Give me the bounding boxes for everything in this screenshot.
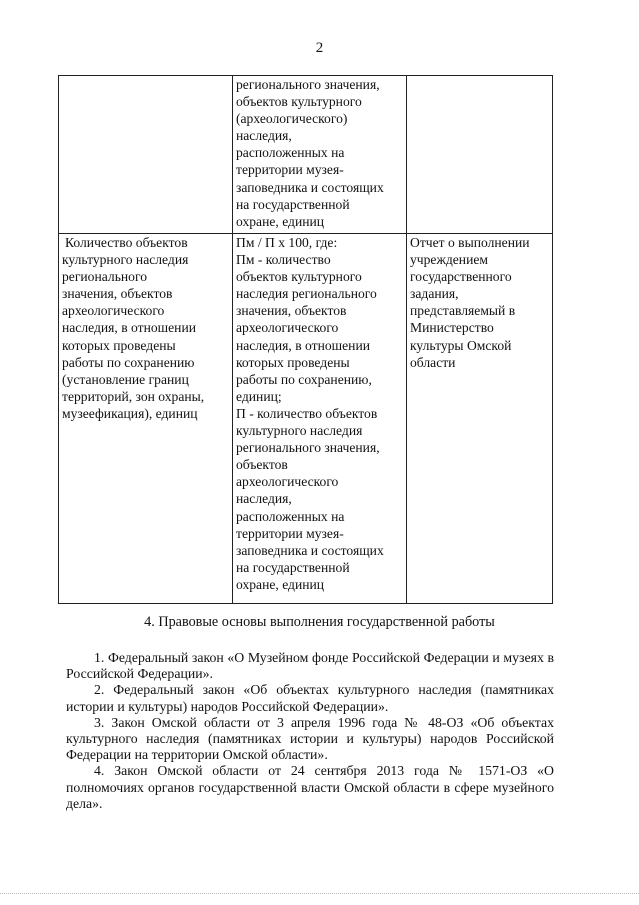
law-item-4: 4. Закон Омской области от 24 сентября 2013 года № 1571-ОЗ «О полномочиях органов государственной власти Омской области в сфере музейного дела».: [66, 763, 554, 811]
table-cell-col2: [233, 234, 407, 604]
cell-text-line: археологического: [236, 320, 339, 336]
cell-text-line: объектов культурного: [236, 269, 362, 285]
law-item-3: 3. Закон Омской области от 3 апреля 1996 года № 48-ОЗ «Об объектах культурного наследия (памятниках истории и культуры) народов Российской Федерации на территории Омской области».: [66, 714, 554, 763]
cell-text-line: территории музея-: [236, 525, 344, 541]
cell-text-line: на государственной: [236, 196, 350, 212]
indicator-table-body: [59, 76, 553, 604]
cell-text-line: территорий, зон охраны,: [62, 388, 205, 404]
cell-text-line: культурного наследия: [62, 252, 189, 268]
cell-text-line: Количество объектов: [65, 235, 188, 250]
cell-text-line: (археологического): [236, 111, 348, 127]
cell-text-line: наследия, в отношении: [62, 320, 196, 336]
cell-text-line: наследия,: [236, 491, 292, 507]
cell-text-line: задания,: [410, 286, 459, 302]
cell-text-line: Министерство: [410, 320, 494, 336]
cell-text-line: работы по сохранению,: [236, 371, 372, 387]
cell-text-line: значения, объектов: [62, 286, 173, 302]
cell-text-line: наследия, в отношении: [236, 337, 370, 353]
cell-text-line: учреждением: [410, 252, 488, 268]
cell-text-line: значения, объектов: [236, 303, 347, 319]
cell-text-line: археологического: [62, 303, 165, 319]
cell-text-line: регионального: [62, 269, 147, 285]
cell-text-line: археологического: [236, 474, 339, 490]
footer-dotted-rule: [0, 893, 639, 894]
cell-text-line: культурного наследия: [236, 423, 363, 439]
legal-basis-list: [66, 650, 554, 812]
cell-text-line: музеефикация), единиц: [62, 405, 198, 421]
cell-text-line: государственного: [410, 269, 512, 285]
cell-text-line: охране, единиц: [236, 213, 325, 229]
table-row: [59, 76, 553, 234]
cell-text-line: Отчет о выполнении: [410, 235, 530, 250]
cell-text-line: Пм / П х 100, где:: [236, 235, 338, 250]
indicator-table: [58, 75, 553, 604]
table-cell-col3: [407, 234, 553, 604]
table-cell-col3: [407, 76, 553, 234]
cell-text-line: единиц;: [236, 388, 282, 404]
cell-text-line: охране, единиц: [236, 576, 325, 592]
table-cell-col1: [59, 234, 233, 604]
cell-text-line: расположенных на: [236, 145, 345, 161]
cell-text-line: объектов: [236, 457, 288, 473]
cell-text-line: которых проведены: [236, 354, 350, 370]
table-cell-col2: [233, 76, 407, 234]
cell-text-line: заповедника и состоящих: [236, 542, 384, 558]
cell-text-line: представляемый в: [410, 303, 516, 319]
cell-text-line: области: [410, 354, 456, 370]
table-row: [59, 234, 553, 604]
law-item-1: 1. Федеральный закон «О Музейном фонде Российской Федерации и музеях в Российской Федерации».: [66, 650, 554, 682]
cell-text-line: Пм - количество: [236, 252, 331, 268]
page-number: 2: [315, 40, 324, 56]
table-cell-col1: [59, 76, 233, 234]
cell-text-line: которых проведены: [62, 337, 176, 353]
cell-text-line: заповедника и состоящих: [236, 179, 384, 195]
cell-text-line: работы по сохранению: [62, 354, 195, 370]
cell-text-line: объектов культурного: [236, 94, 362, 110]
cell-text-line: культуры Омской: [410, 337, 512, 353]
section-title: 4. Правовые основы выполнения государственной работы: [144, 614, 495, 630]
cell-text-line: регионального значения,: [236, 77, 380, 92]
law-item-2: 2. Федеральный закон «Об объектах культурного наследия (памятниках истории и культуры) народов Российской Федерации».: [66, 682, 554, 714]
cell-text-line: территории музея-: [236, 162, 344, 178]
cell-text-line: на государственной: [236, 559, 350, 575]
cell-text-line: (установление границ: [62, 371, 189, 387]
cell-text-line: наследия регионального: [236, 286, 377, 302]
cell-text-line: регионального значения,: [236, 440, 380, 456]
cell-text-line: наследия,: [236, 128, 292, 144]
cell-text-line: расположенных на: [236, 508, 345, 524]
cell-text-line: П - количество объектов: [236, 405, 378, 421]
